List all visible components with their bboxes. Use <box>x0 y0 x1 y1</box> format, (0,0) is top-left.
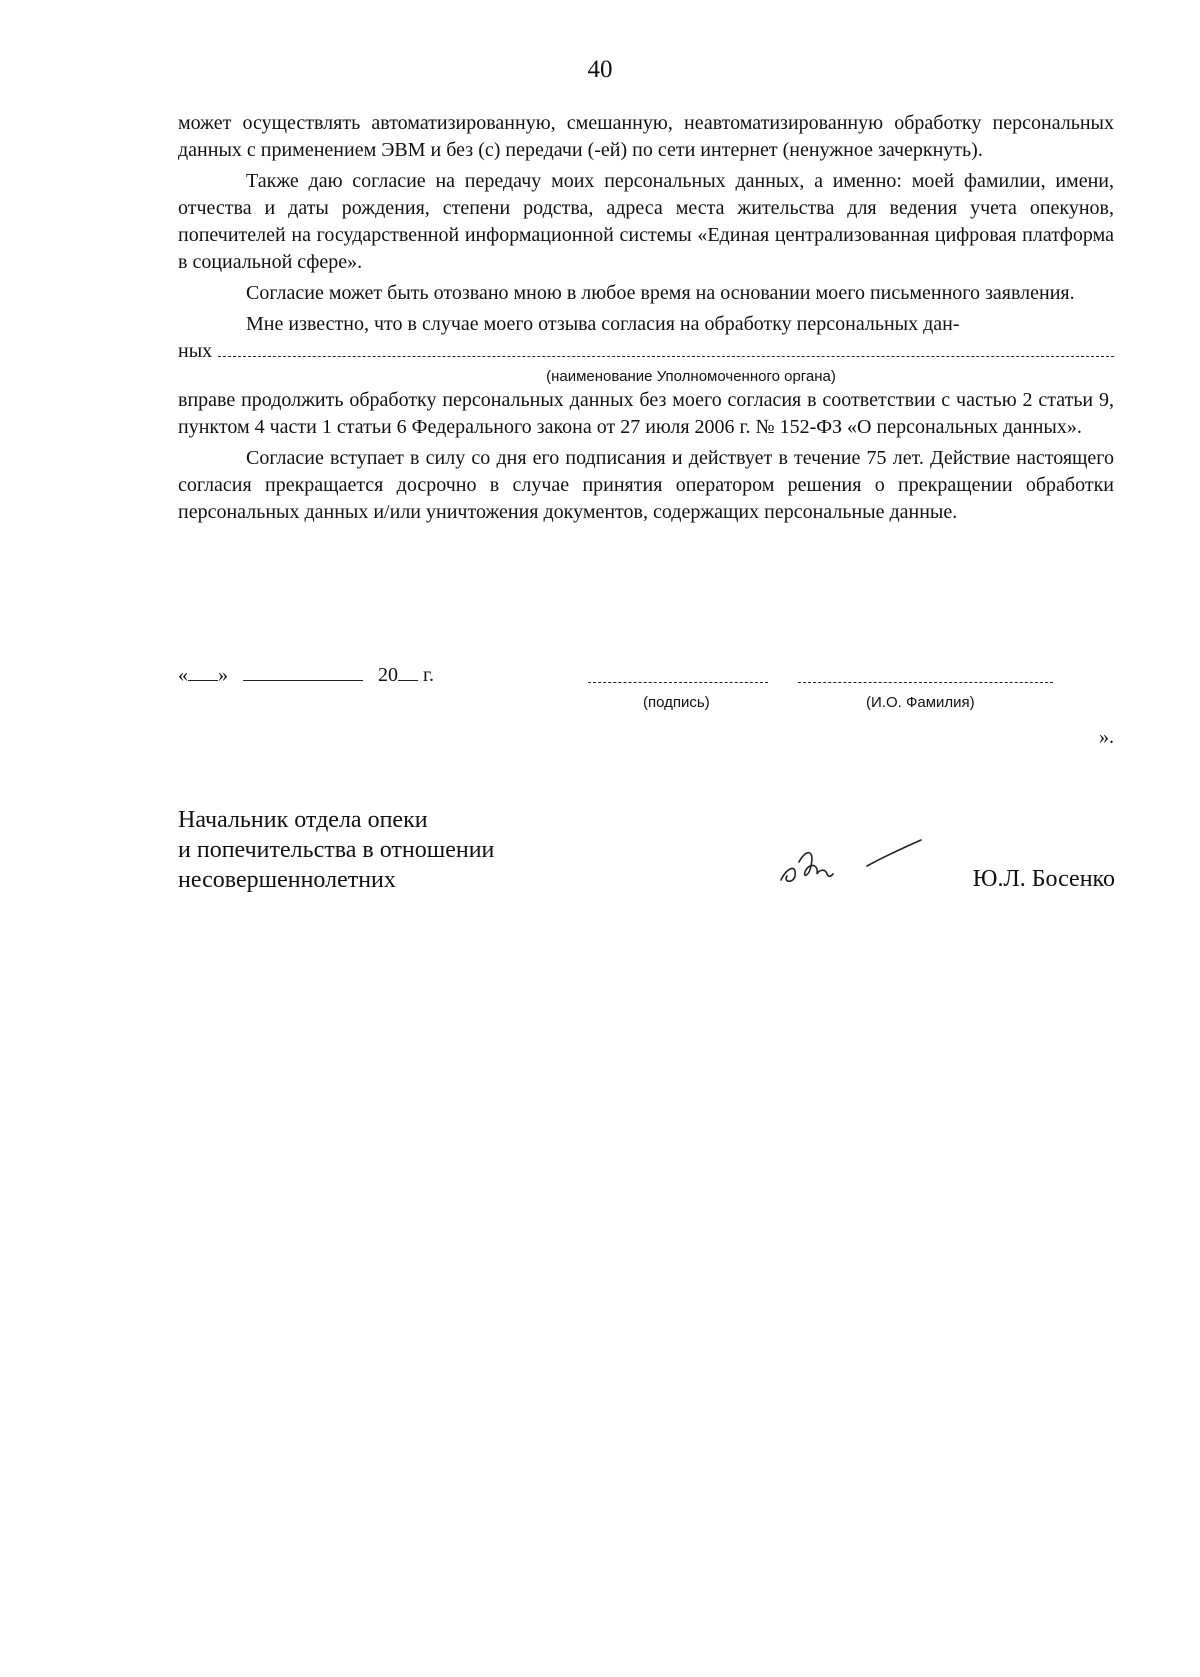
paragraph-law-reference: вправе продолжить обработку персональных данных без моего согласия в соответствии с частью 2 статьи 9, пунктом 4 части 1 статьи 6 Федерального закона от 27 июля 2006 г. № 152-ФЗ «О персональных данных». <box>178 389 1114 438</box>
authority-blank-row <box>178 338 1114 365</box>
authority-blank-field[interactable] <box>218 338 1114 357</box>
year-blank[interactable] <box>398 662 418 681</box>
paragraph-processing: может осуществлять автоматизированную, смешанную, неавтоматизированную обработку персональных данных с применением ЭВМ и без (с) передачи (-ей) по сети интернет (ненужное зачеркнуть). <box>178 112 1114 161</box>
paragraph-validity: Согласие вступает в силу со дня его подписания и действует в течение 75 лет. Действие настоящего согласия прекращается досрочно в случае принятия оператором решения о прекращении обработки персональных данных и/или уничтожения документов, содержащих персональные данные. <box>178 447 1114 523</box>
signer-name: Ю.Л. Босенко <box>972 866 1115 892</box>
official-title-line: несовершеннолетних <box>178 867 396 893</box>
handwritten-signature <box>775 832 945 892</box>
official-title <box>178 805 494 895</box>
blank-prefix: ных <box>178 340 213 362</box>
official-title-line: Начальник отдела опеки <box>178 807 428 833</box>
day-blank[interactable] <box>188 662 218 681</box>
month-blank[interactable] <box>243 662 363 681</box>
signature-form-row <box>178 662 1114 748</box>
page-number: 40 <box>587 56 613 83</box>
paragraph-revocation: Согласие может быть отозвано мною в любое время на основании моего письменного заявления. <box>246 282 1075 304</box>
name-caption: (И.О. Фамилия) <box>866 694 975 711</box>
signature-caption: (подпись) <box>643 694 710 711</box>
document-body <box>178 110 1114 526</box>
name-blank[interactable] <box>798 680 1053 683</box>
signature-blank[interactable] <box>588 680 768 683</box>
paragraph-transfer-consent: Также даю согласие на передачу моих персональных данных, а именно: моей фамилии, имени, отчества и даты рождения, степени родства, адреса места жительства для ведения учета опекунов, попечителей на государственной информационной системы «Единая централизованная цифровая платформа в социальной сфере». <box>178 170 1114 273</box>
authority-caption: (наименование Уполномоченного органа) <box>546 368 836 385</box>
paragraph-awareness: Мне известно, что в случае моего отзыва согласия на обработку персональных дан- <box>246 313 960 335</box>
official-title-line: и попечительства в отношении <box>178 837 495 863</box>
date-field: « » 20 г. <box>178 664 434 686</box>
closing-quote: ». <box>1099 726 1114 748</box>
